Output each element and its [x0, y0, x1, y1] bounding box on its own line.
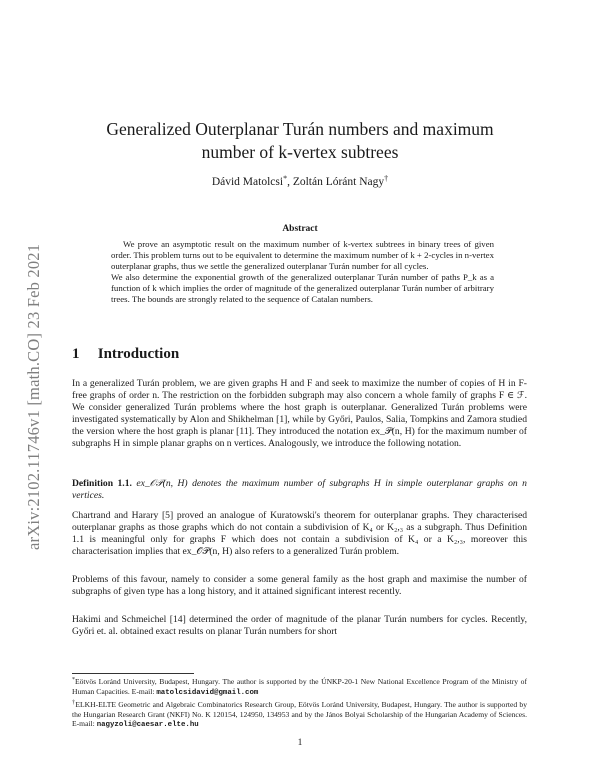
footnote-text: Eötvös Loránd University, Budapest, Hungary. The author is supported by the ÚNKP-20-1 New National Excellence Program of the Ministry of Human Capacities. E-mail: — [72, 677, 527, 696]
email-link[interactable]: nagyzoli@caesar.elte.hu — [96, 721, 199, 730]
title-line-1: Generalized Outerplanar Turán numbers and maximum — [106, 119, 494, 139]
footnote-marker[interactable]: * — [283, 174, 288, 183]
email-link[interactable]: matolcsidavid@gmail.com — [156, 688, 259, 697]
definition-label: Definition 1.1. — [72, 478, 132, 489]
body-paragraph: Chartrand and Harary [5] proved an analogue of Kuratowski's theorem for outerplanar graphs. They characterised outerplanar graphs as those graphs which do not contain a subdivision of K₄ or K₂,₃ as a subgraph. Thus Definition 1.1 is meaningful only for graphs F which does not contain a subdivision of K₄ or a K₂,₃, moreover this characterisation implies that ex_𝒪𝒫(n, H) also refers to a generalized Turán problem. — [72, 510, 527, 557]
author-name: Zoltán Lóránt Nagy — [292, 176, 385, 188]
title-line-2: number of k-vertex subtrees — [201, 142, 399, 162]
author-name: Dávid Matolcsi — [211, 176, 284, 188]
body-paragraph: Problems of this favour, namely to consider a some general family as the host graph and maximise the number of subgraphs of given type has a long history, and it attained significant interest recently. — [72, 574, 527, 597]
arxiv-identifier-stamp: arXiv:2102.11746v1 [math.CO] 23 Feb 2021 — [24, 243, 43, 550]
body-paragraph: Hakimi and Schmeichel [14] determined the order of magnitude of the planar Turán numbers for cycles. Recently, Győri et. al. obtained exact results on planar Turán numbers for short — [72, 614, 527, 637]
section-title: Introduction — [97, 346, 180, 362]
author-list — [80, 174, 520, 188]
footnote-mark: * — [72, 677, 75, 683]
abstract — [111, 239, 494, 306]
footnote-marker[interactable]: † — [384, 174, 389, 183]
footnote-text: ELKH-ELTE Geometric and Algebraic Combinatorics Research Group, Eötvös Loránd University, Budapest, Hungary. The author is supported by the Hungarian Research Grant (NKFI) No. K 120154, 124950, 134953 and by the János Bolyai Scholarship of the Hungarian Academy of Sciences. E-mail: — [72, 700, 527, 729]
abstract-paragraph: We prove an asymptotic result on the maximum number of k-vertex subtrees in binary trees of given order. This problem turns out to be equivalent to determine the maximum number of k + 2-cycles in n-vertex outerplanar graphs, thus we settle the generalized outerplanar Turán number for all cycles. — [111, 239, 494, 272]
footnote-divider — [72, 673, 194, 674]
footnote-2 — [72, 699, 527, 731]
body-paragraph: In a generalized Turán problem, we are given graphs H and F and seek to maximize the number of copies of H in F-free graphs of order n. The restriction on the forbidden subgraph may also concern a whole family of graphs F ∈ ℱ. We consider generalized Turán problems where the host graph is outerplanar. Generalized Turán problems were investigated systematically by Alon and Shikhelman [1], while by Győri, Paulos, Salia, Tompkins and Zamora studied the version where the host graph is planar [11]. They introduced the notation ex_𝒫(n, H) for the maximum number of subgraphs H in simple planar graphs on n vertices. Analogously, we introduce the following notation. — [72, 378, 527, 449]
definition-block — [72, 478, 527, 502]
abstract-paragraph: We also determine the exponential growth of the generalized outerplanar Turán number of paths P_k as a function of k which implies the order of magnitude of the generalized outerplanar Turán number of arbitrary trees. The bounds are strongly related to the sequence of Catalan numbers. — [111, 272, 494, 305]
paper-title — [80, 118, 520, 164]
footnote-mark: † — [72, 700, 76, 707]
section-number: 1 — [72, 346, 80, 362]
abstract-heading: Abstract — [282, 224, 318, 234]
section-heading — [72, 346, 179, 363]
footnotes — [72, 676, 527, 732]
author-separator: , — [287, 176, 293, 188]
page-number: 1 — [297, 738, 303, 748]
footnote-1 — [72, 676, 527, 698]
definition-text: ex_𝒪𝒫(n, H) denotes the maximum number of subgraphs H in simple outerplanar graphs on n vertices. — [72, 478, 527, 501]
